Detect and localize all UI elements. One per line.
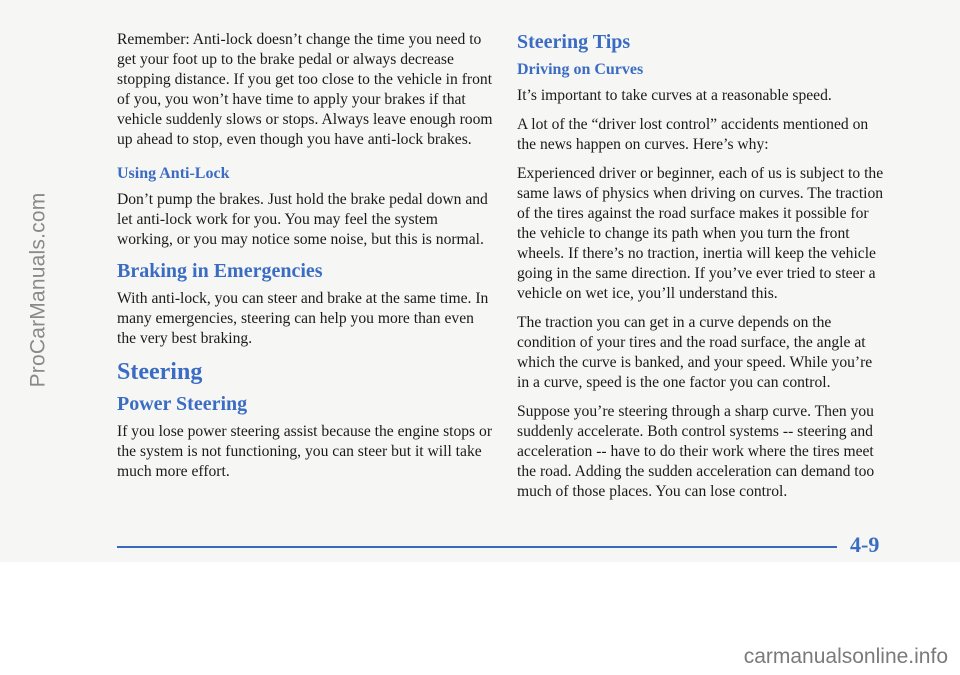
right-column [517, 30, 887, 511]
side-watermark [18, 80, 58, 500]
footer-divider [117, 546, 837, 548]
driving-curves-heading: Driving on Curves [517, 61, 644, 78]
bottom-watermark: carmanualsonline.info [743, 645, 948, 668]
page-number: 4-9 [850, 532, 880, 557]
steering-heading: Steering [117, 359, 203, 385]
power-steering-heading: Power Steering [117, 393, 248, 415]
power-steering-paragraph: If you lose power steering assist because the engine stops or the system is not functioning, you can steer but it will take much more effort. [117, 423, 493, 480]
using-antilock-paragraph: Don’t pump the brakes. Just hold the brake pedal down and let anti-lock work for you. You may feel the system working, or you may notice some noise, but this is normal. [117, 191, 488, 248]
using-antilock-heading: Using Anti-Lock [117, 165, 230, 182]
intro-paragraph: Remember: Anti-lock doesn’t change the time you need to get your foot up to the brake pedal or always decrease stopping distance. If you get too close to the vehicle in front of you, you won’t have time to apply your brakes if that vehicle suddenly slows or stops. Always leave enough room up ahead to stop, even though you have anti-lock brakes. [117, 31, 493, 148]
curves-paragraph: It’s important to take curves at a reasonable speed. [517, 87, 832, 104]
braking-emergencies-paragraph: With anti-lock, you can steer and brake at the same time. In many emergencies, steering can help you more than even the very best braking. [117, 290, 489, 347]
curves-paragraph: A lot of the “driver lost control” accidents mentioned on the news happen on curves. Here’s why: [517, 116, 869, 153]
curves-paragraph: The traction you can get in a curve depends on the condition of your tires and the road surface, the angle at which the curve is banked, and your speed. While you’re in a curve, speed is the one factor you can control. [517, 314, 873, 391]
curves-paragraph: Experienced driver or beginner, each of us is subject to the same laws of physics when driving on curves. The traction of the tires against the road surface makes it possible for the vehicle to change its path when you turn the front wheels. If there’s no traction, inertia will keep the vehicle going in the same direction. If you’ve ever tried to steer a vehicle on wet ice, you’ll understand this. [517, 165, 884, 302]
steering-tips-heading: Steering Tips [517, 31, 631, 53]
side-watermark-text: ProCarManuals.com [26, 192, 49, 388]
braking-emergencies-heading: Braking in Emergencies [117, 260, 323, 282]
curves-paragraph: Suppose you’re steering through a sharp curve. Then you suddenly accelerate. Both control systems -- steering and acceleration -- have to do their work where the tires meet the road. Adding the sudden acceleration can demand too much of those places. You can lose control. [517, 403, 875, 500]
left-column [117, 30, 495, 491]
